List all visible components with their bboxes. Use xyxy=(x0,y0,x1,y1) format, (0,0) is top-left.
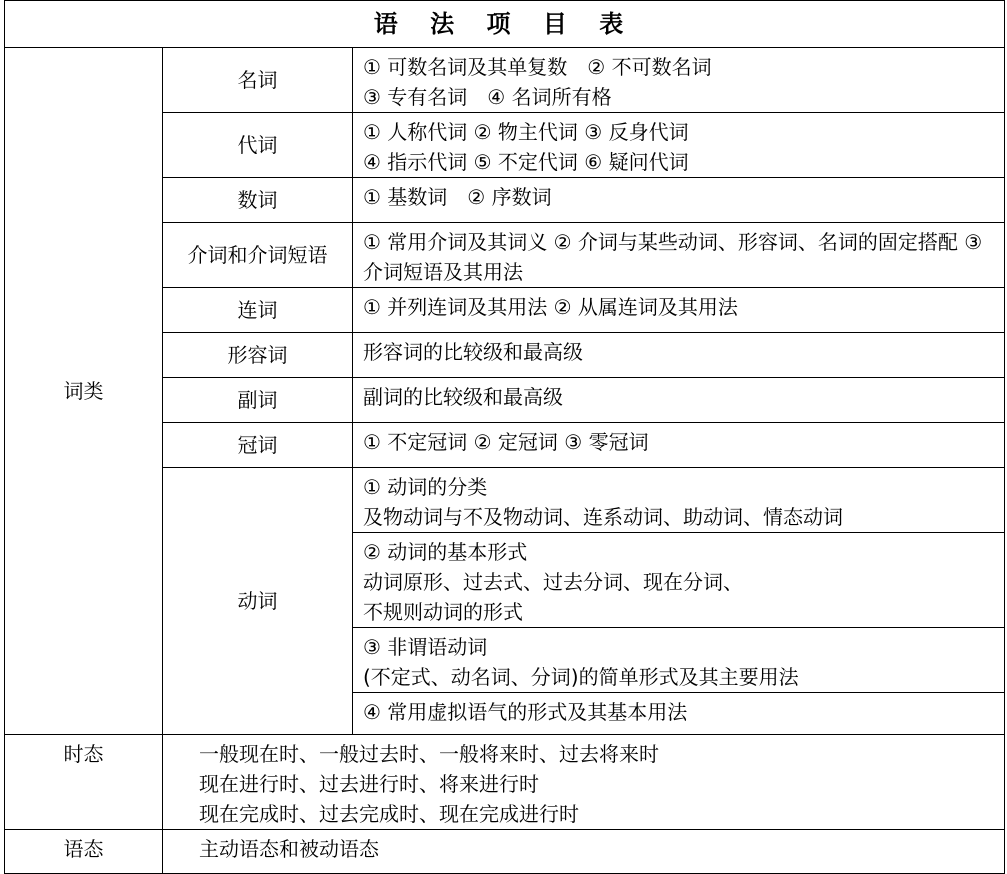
detail-line: ① 可数名词及其单复数 ② 不可数名词 xyxy=(363,55,712,79)
subcategory-numeral: 数词 xyxy=(163,178,353,223)
detail-verb-nonfinite xyxy=(353,628,1005,693)
detail-line: ④ 指示代词 ⑤ 不定代词 ⑥ 疑问代词 xyxy=(363,150,689,174)
detail-text: ① 常用介词及其词义 ② 介词与某些动词、形容词、名词的固定搭配 ③ 介词短语及其用法 xyxy=(363,230,983,284)
detail-verb-classification xyxy=(353,468,1005,533)
detail-line: 主动语态和被动语态 xyxy=(199,837,379,861)
detail-adjective xyxy=(353,333,1005,378)
detail-line: 形容词的比较级和最高级 xyxy=(363,340,583,364)
detail-tense xyxy=(163,735,1005,830)
detail-line: 副词的比较级和最高级 xyxy=(363,385,563,409)
detail-line: ③ 非谓语动词 xyxy=(363,635,488,659)
detail-verb-basic-forms xyxy=(353,533,1005,628)
detail-preposition xyxy=(353,223,1005,288)
category-tense: 时态 xyxy=(5,735,163,830)
detail-conjunction xyxy=(353,288,1005,333)
subcategory-pronoun: 代词 xyxy=(163,113,353,178)
detail-line: ① 基数词 ② 序数词 xyxy=(363,185,552,209)
detail-line: 一般现在时、一般过去时、一般将来时、过去将来时 xyxy=(199,742,659,766)
detail-line: 动词原形、过去式、过去分词、现在分词、 xyxy=(363,570,743,594)
detail-line: ① 不定冠词 ② 定冠词 ③ 零冠词 xyxy=(363,430,649,454)
detail-line: ① 人称代词 ② 物主代词 ③ 反身代词 xyxy=(363,120,689,144)
detail-pronoun xyxy=(353,113,1005,178)
subcategory-verb: 动词 xyxy=(163,468,353,735)
detail-line: 现在进行时、过去进行时、将来进行时 xyxy=(199,772,539,796)
table-title: 语 法 项 目 表 xyxy=(5,1,1005,48)
detail-line: 现在完成时、过去完成时、现在完成进行时 xyxy=(199,802,579,826)
detail-article xyxy=(353,423,1005,468)
category-word-class: 词类 xyxy=(5,48,163,735)
detail-adverb xyxy=(353,378,1005,423)
detail-numeral xyxy=(353,178,1005,223)
subcategory-article: 冠词 xyxy=(163,423,353,468)
detail-line: ② 动词的基本形式 xyxy=(363,540,528,564)
detail-line: ① 动词的分类 xyxy=(363,475,488,499)
detail-line: ① 并列连词及其用法 ② 从属连词及其用法 xyxy=(363,295,738,319)
detail-line: ④ 常用虚拟语气的形式及其基本用法 xyxy=(363,700,688,724)
category-voice: 语态 xyxy=(5,830,163,874)
subcategory-conjunction: 连词 xyxy=(163,288,353,333)
detail-noun xyxy=(353,48,1005,113)
subcategory-noun: 名词 xyxy=(163,48,353,113)
grammar-table xyxy=(4,0,1005,874)
subcategory-adjective: 形容词 xyxy=(163,333,353,378)
detail-line: 及物动词与不及物动词、连系动词、助动词、情态动词 xyxy=(363,505,843,529)
detail-line: (不定式、动名词、分词)的简单形式及其主要用法 xyxy=(363,665,799,689)
subcategory-preposition: 介词和介词短语 xyxy=(163,223,353,288)
detail-voice xyxy=(163,830,1005,874)
subcategory-adverb: 副词 xyxy=(163,378,353,423)
detail-line: 不规则动词的形式 xyxy=(363,600,523,624)
detail-verb-subjunctive xyxy=(353,693,1005,735)
detail-line: ③ 专有名词 ④ 名词所有格 xyxy=(363,85,612,109)
